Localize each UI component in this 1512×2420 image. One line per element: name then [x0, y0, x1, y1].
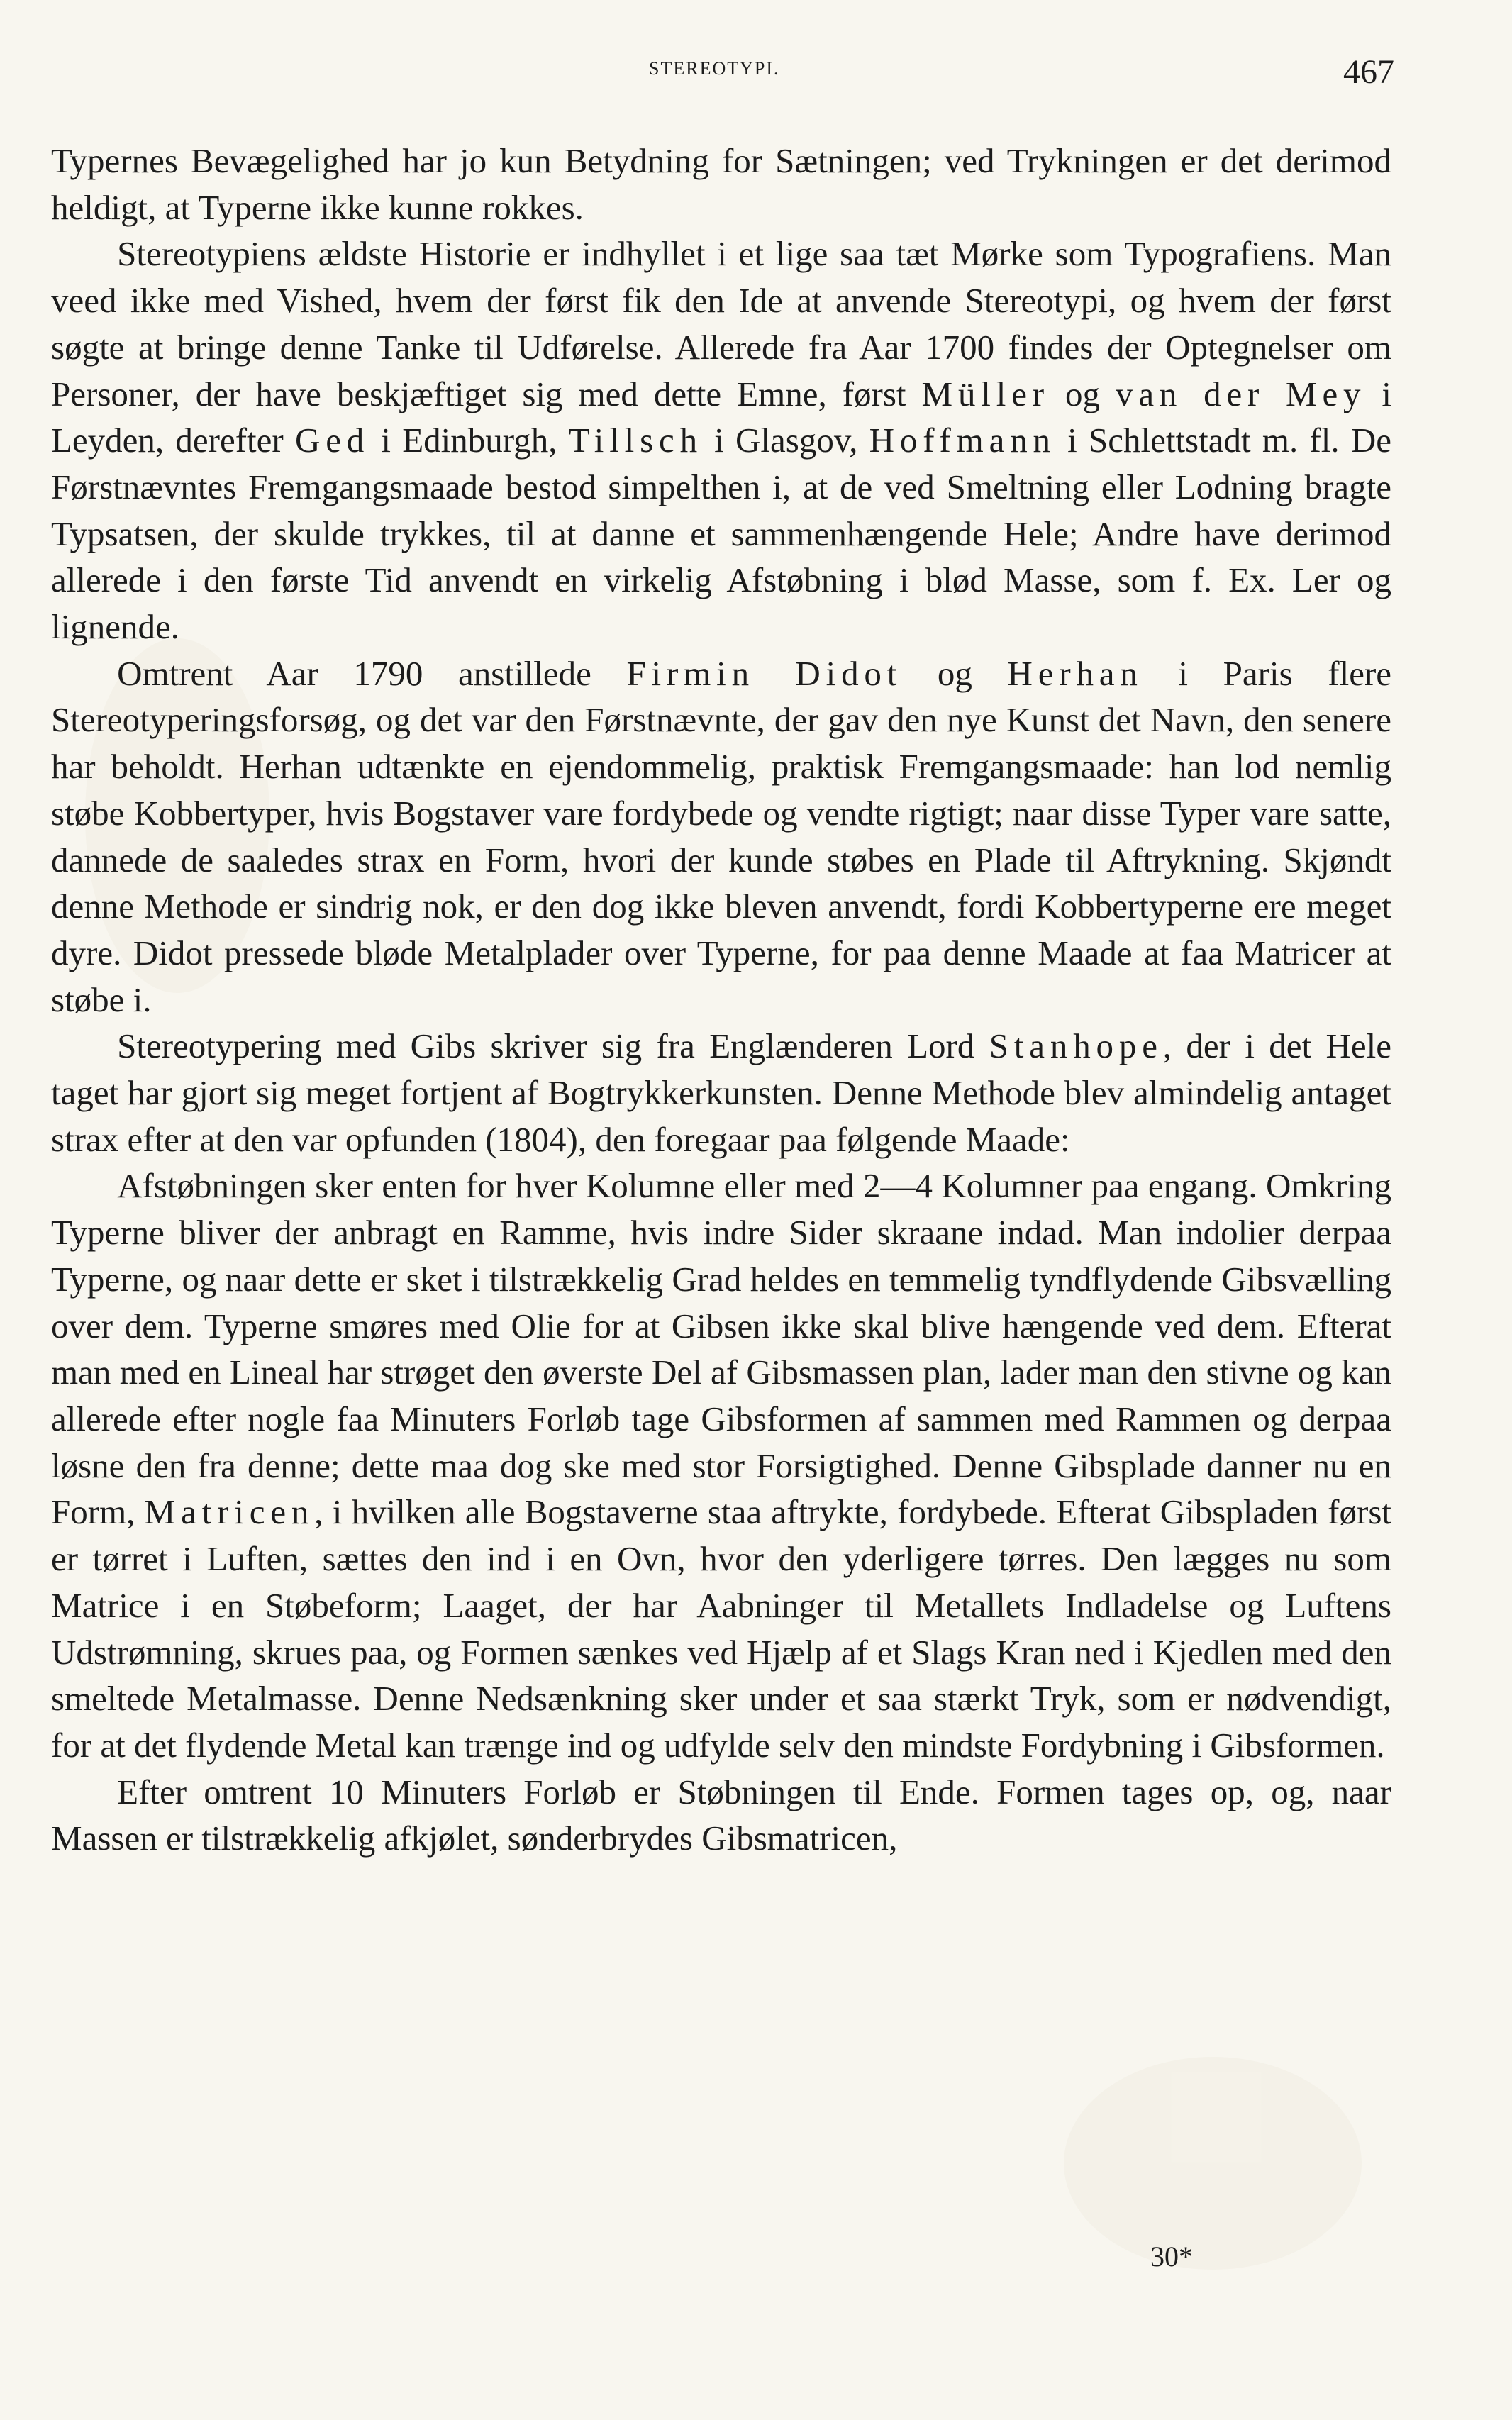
page-number: 467 — [1343, 53, 1394, 91]
text-run: Stereotypiens ældste Historie er indhyllet i et lige saa tæt Mørke som Typografiens. Man veed ikke med Vished, hvem der først fik den Ide at anvende Stereotypi, og hvem der først søgte at bringe denne Tanke til Udførelse. Allerede fra Aar 1700 findes der Optegnelser om Personer, der have beskjæftiget sig med dette Emne, først — [51, 234, 1391, 413]
text-run: Efter omtrent 10 Minuters Forløb er Støbningen til Ende. Formen tages op, og, naar Massen er tilstrækkelig afkjølet, sønderbrydes Gibsmatricen, — [51, 1772, 1391, 1858]
paragraph — [51, 1162, 1391, 1768]
text-run: i Schlettstadt m. fl. De Førstnævntes Fremgangsmaade bestod simpelthen i, at de ved Smeltning eller Lodning bragte Typsatsen, der skulde trykkes, til at danne et sammenhængende Hele; Andre have derimod allerede i den første Tid anvendt en virkelig Afstøbning i blød Masse, som f. Ex. Ler og lignende. — [51, 421, 1391, 647]
text-run: og — [1049, 374, 1116, 413]
paper-stain — [1064, 2057, 1362, 2270]
paragraph — [51, 231, 1391, 650]
text-run: i Paris flere Stereotyperingsforsøg, og det var den Førstnævnte, der gav den nye Kunst det Navn, den senere har beholdt. Herhan udtænkte en ejendommelig, praktisk Fremgangsmaade: han lod nemlig støbe Kobbertyper, hvis Bogstaver vare fordybede og vendte rigtigt; naar disse Typer vare satte, dannede de saaledes strax en Form, hvori der kunde støbes en Plade til Aftrykning. Skjøndt denne Methode er sindrig nok, er den dog ikke bleven anvendt, fordi Kobbertyperne ere meget dyre. Didot pressede bløde Metalplader over Typerne, for paa denne Maade at faa Matricer at støbe i. — [51, 653, 1392, 1019]
spaced-name: Matricen — [144, 1492, 315, 1532]
running-title: STEREOTYPI. — [649, 58, 780, 79]
text-run: Stereotypering med Gibs skriver sig fra Englænderen Lord — [117, 1026, 989, 1066]
text-run: i Edinburgh, — [369, 421, 569, 460]
text-run: , i hvilken alle Bogstaverne staa aftrykte, fordybede. Efterat Gibspladen først er tørret i Luften, sættes den ind i en Ovn, hvor den yderligere tørres. Den lægges nu som Matrice i en Støbeform; Laaget, der har Aabninger til Metallets Indladelse og Luftens Udstrømning, skrues paa, og Formen sænkes ved Hjælp af et Slags Kran ned i Kjedlen med den smeltede Metalmasse. Denne Nedsænkning sker under et saa stærkt Tryk, som er nødvendigt, for at det flydende Metal kan trænge ind og udfylde selv den mindste Fordybning i Gibsformen. — [51, 1492, 1392, 1765]
text-run: , der i det Hele taget har gjort sig meget fortjent af Bogtrykkerkunsten. Denne Methode blev almindelig antaget strax efter at den var opfunden (1804), den foregaar paa følgende Maade: — [51, 1026, 1391, 1159]
spaced-name: Firmin Didot — [626, 653, 903, 693]
spaced-name: Ged — [294, 421, 370, 460]
paragraph — [51, 138, 1391, 231]
spaced-name: Müller — [921, 374, 1050, 413]
paragraph — [51, 1023, 1391, 1162]
text-run: Omtrent Aar 1790 anstillede — [117, 653, 627, 693]
text-run: i Glasgov, — [702, 421, 869, 460]
text-run: Typernes Bevægelighed har jo kun Betydning for Sætningen; ved Trykningen er det derimod heldigt, at Typerne ikke kunne rokkes. — [51, 141, 1391, 227]
spaced-name: Hoffmann — [869, 421, 1056, 460]
spaced-name: Stanhope — [989, 1026, 1163, 1066]
text-run: og — [902, 653, 1008, 693]
spaced-name: Herhan — [1007, 653, 1143, 693]
spaced-name: van der Mey — [1115, 374, 1367, 413]
paragraph — [51, 650, 1391, 1023]
signature-mark: 30* — [1150, 2241, 1193, 2272]
spaced-name: Tillsch — [568, 421, 703, 460]
text-run: Afstøbningen sker enten for hver Kolumne eller med 2—4 Kolumner paa engang. Omkring Typerne bliver der anbragt en Ramme, hvis indre Sider skraane indad. Man indolier derpaa Typerne, og naar dette er sket i tilstrækkelig Grad heldes en temmelig tyndflydende Gibsvælling over dem. Typerne smøres med Olie for at Gibsen ikke skal blive hængende ved dem. Efterat man med en Lineal har strøget den øverste Del af Gibsmassen plan, lader man den stivne og kan allerede efter nogle faa Minuters Forløb tage Gibsformen af sammen med Rammen og derpaa løsne den fra denne; dette maa dog ske med stor Forsigtighed. Denne Gibsplade danner nu en Form, — [51, 1166, 1391, 1532]
text-run: i Leyden, derefter — [51, 374, 1391, 460]
body-text — [51, 138, 1391, 1862]
paragraph — [51, 1769, 1391, 1862]
